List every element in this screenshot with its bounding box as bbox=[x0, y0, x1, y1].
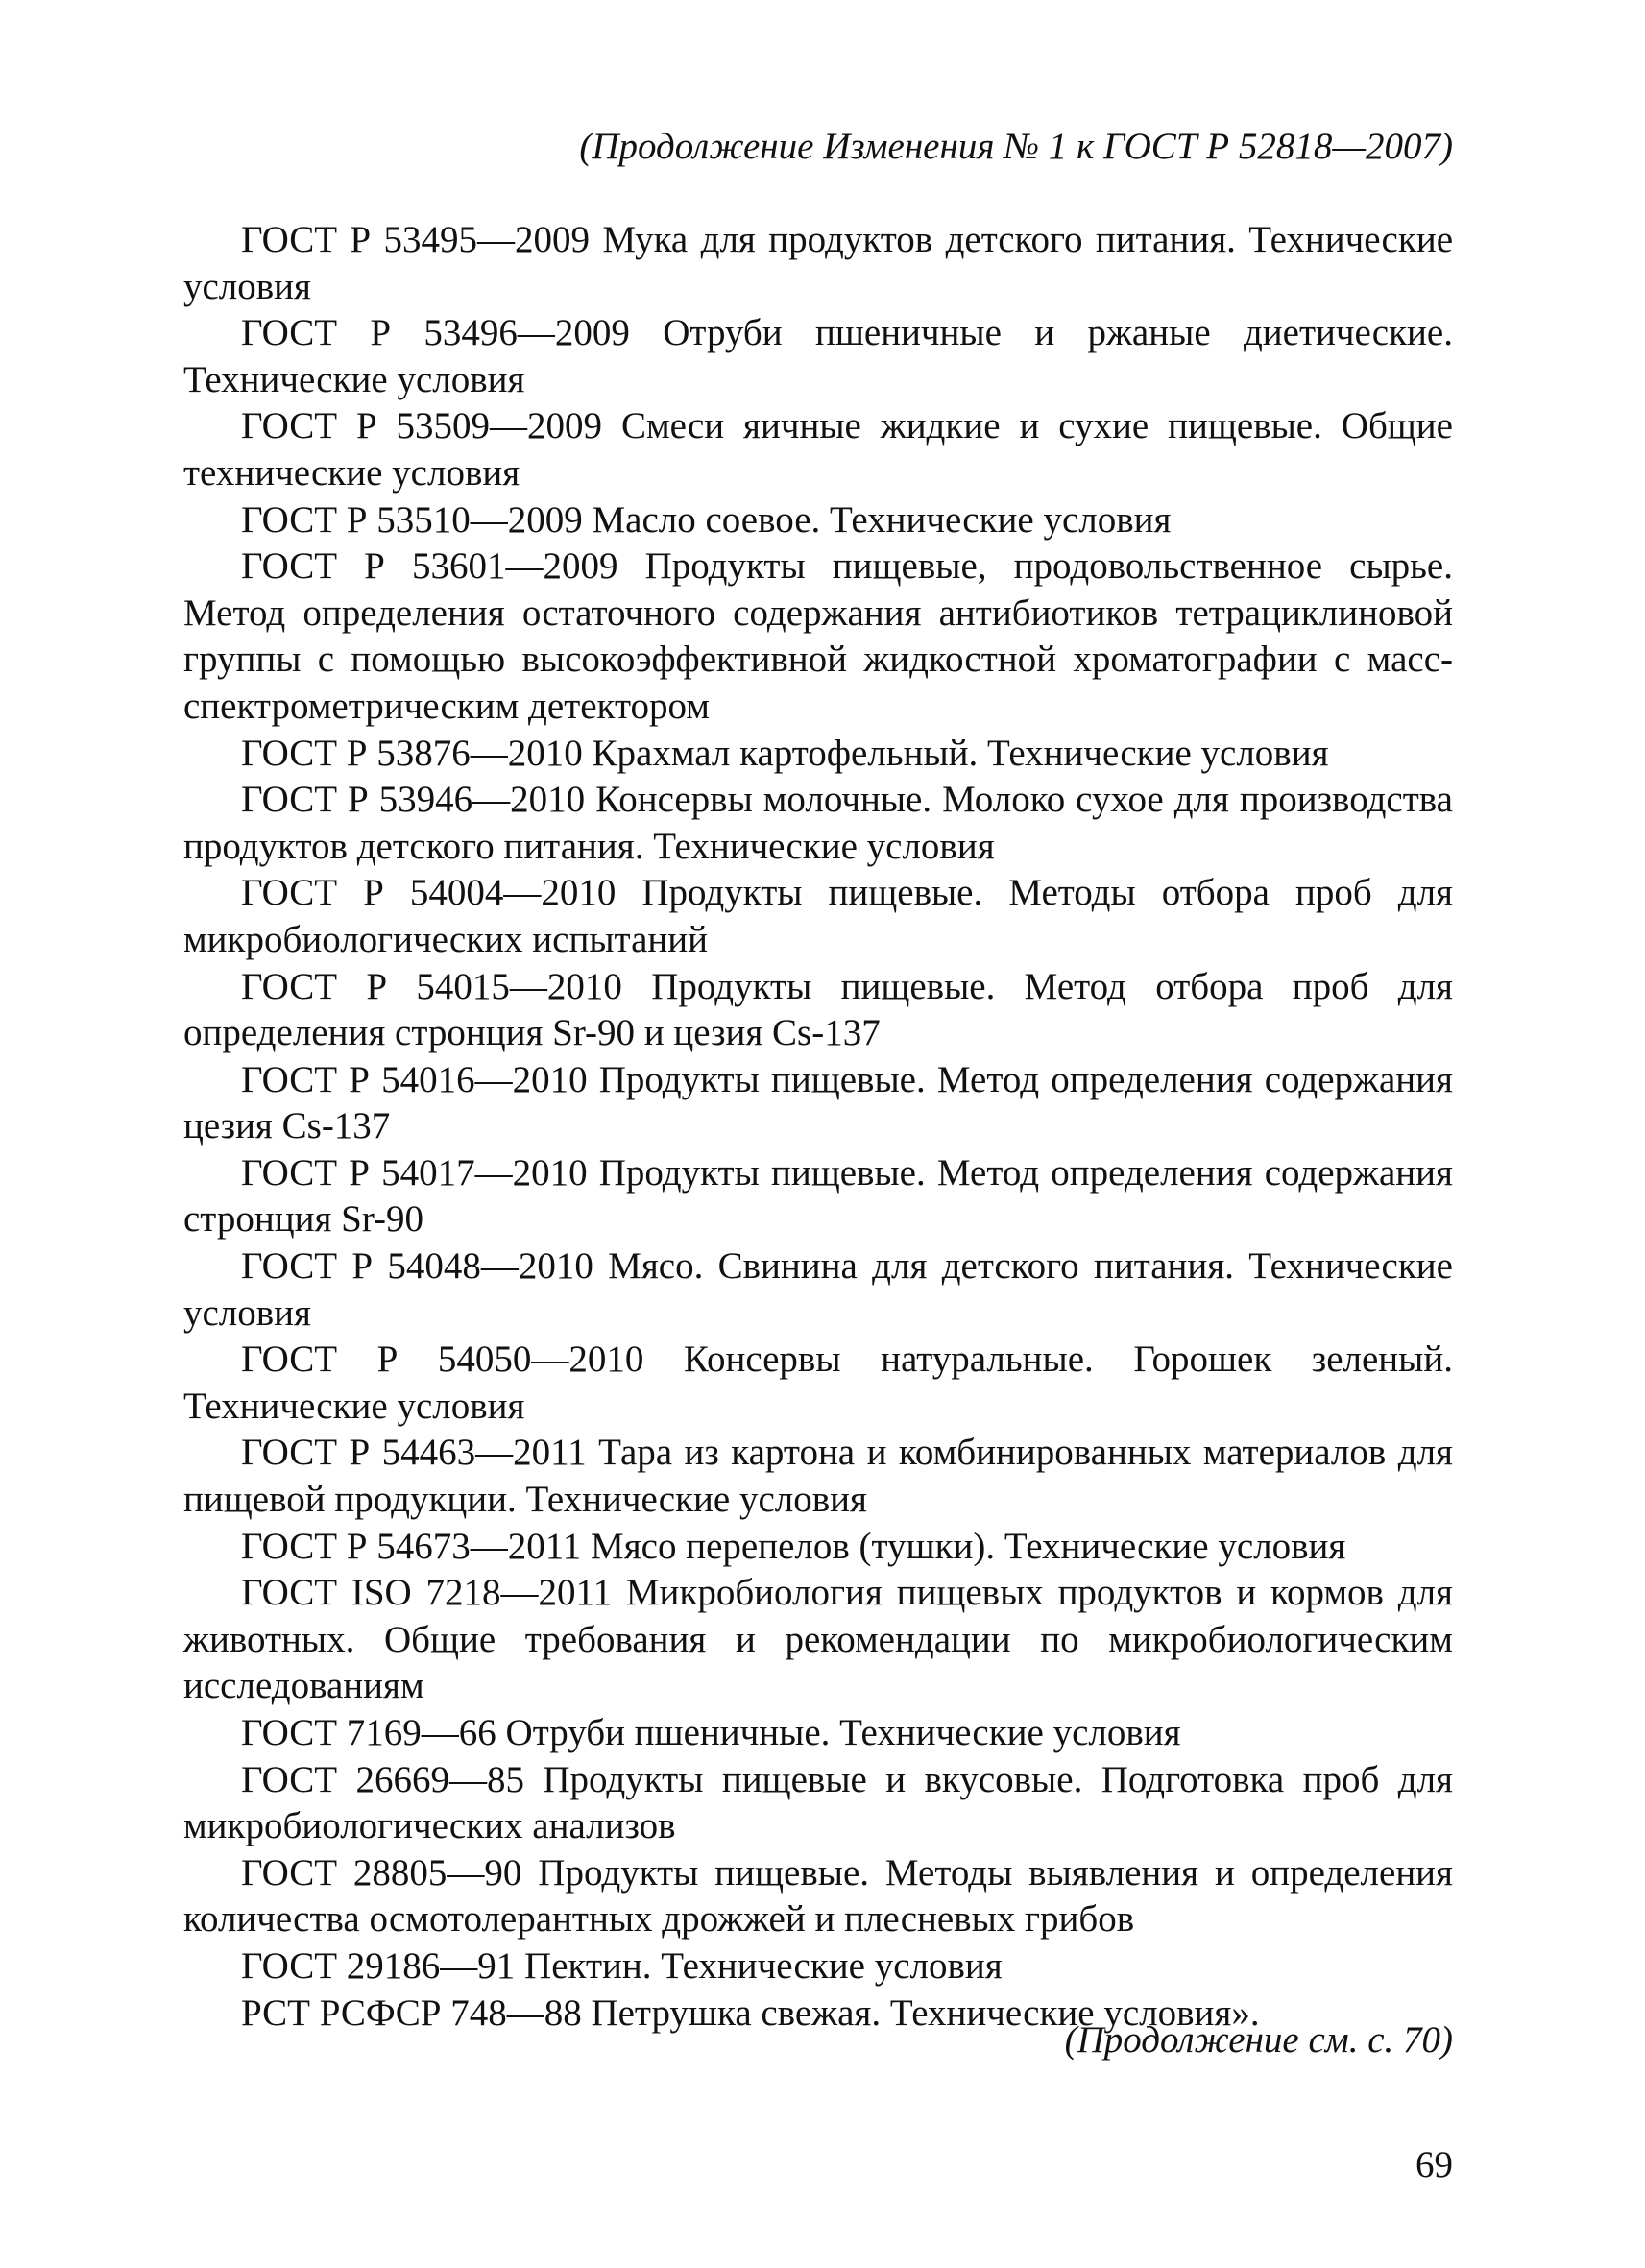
standard-entry: ГОСТ Р 53509—2009 Смеси яичные жидкие и сухие пищевые. Общие технические условия bbox=[183, 405, 1453, 494]
standard-entry: ГОСТ Р 53946—2010 Консервы молочные. Молоко сухое для производства продуктов детского питания. Технические условия bbox=[183, 779, 1453, 867]
standard-entry: ГОСТ ISO 7218—2011 Микробиология пищевых продуктов и кормов для животных. Общие требования и рекомендации по микробиологическим исследованиям bbox=[183, 1572, 1453, 1707]
standard-entry: ГОСТ Р 54463—2011 Тара из картона и комбинированных материалов для пищевой продукции. Технические условия bbox=[183, 1432, 1453, 1521]
standard-entry: ГОСТ Р 54016—2010 Продукты пищевые. Метод определения содержания цезия Cs-137 bbox=[183, 1058, 1453, 1147]
continuation-header: (Продолжение Изменения № 1 к ГОСТ Р 52818—2007) bbox=[579, 126, 1453, 167]
standard-entry: ГОСТ Р 53601—2009 Продукты пищевые, продовольственное сырье. Метод определения остаточного содержания антибиотиков тетрациклиновой группы с помощью высокоэффективной жидкостной хроматографии с масс-спектрометрическим детектором bbox=[183, 545, 1453, 727]
standard-entry: ГОСТ Р 53496—2009 Отруби пшеничные и ржаные диетические. Технические условия bbox=[183, 312, 1453, 400]
standard-entry: ГОСТ Р 54004—2010 Продукты пищевые. Методы отбора проб для микробиологических испытаний bbox=[183, 872, 1453, 960]
standards-list bbox=[183, 217, 1453, 2037]
standard-entry: ГОСТ 29186—91 Пектин. Технические условия bbox=[241, 1944, 1003, 1987]
standard-entry: РСТ РСФСР 748—88 Петрушка свежая. Технические условия». bbox=[241, 1991, 1260, 2034]
standard-entry: ГОСТ Р 54015—2010 Продукты пищевые. Метод отбора проб для определения стронция Sr-90 и цезия Cs-137 bbox=[183, 965, 1453, 1054]
standard-entry: ГОСТ 7169—66 Отруби пшеничные. Технические условия bbox=[241, 1712, 1181, 1753]
standard-entry: ГОСТ 28805—90 Продукты пищевые. Методы выявления и определения количества осмотолерантных дрожжей и плесневых грибов bbox=[183, 1851, 1453, 1941]
continuation-footer: (Продолжение см. с. 70) bbox=[1064, 2019, 1453, 2061]
standard-entry: ГОСТ Р 54017—2010 Продукты пищевые. Метод определения содержания стронция Sr-90 bbox=[183, 1151, 1453, 1241]
standard-entry: ГОСТ Р 54050—2010 Консервы натуральные. Горошек зеленый. Технические условия bbox=[183, 1339, 1453, 1427]
standard-entry: ГОСТ Р 53510—2009 Масло соевое. Технические условия bbox=[241, 498, 1172, 541]
standard-entry: ГОСТ Р 53876—2010 Крахмал картофельный. Технические условия bbox=[241, 732, 1329, 774]
standard-entry: ГОСТ 26669—85 Продукты пищевые и вкусовые. Подготовка проб для микробиологических анализов bbox=[183, 1758, 1453, 1847]
standard-entry: ГОСТ Р 53495—2009 Мука для продуктов детского питания. Технические условия bbox=[183, 219, 1453, 307]
page-number: 69 bbox=[1415, 2144, 1453, 2185]
standard-entry: ГОСТ Р 54048—2010 Мясо. Свинина для детского питания. Технические условия bbox=[183, 1245, 1453, 1334]
standard-entry: ГОСТ Р 54673—2011 Мясо перепелов (тушки). Технические условия bbox=[241, 1525, 1346, 1567]
